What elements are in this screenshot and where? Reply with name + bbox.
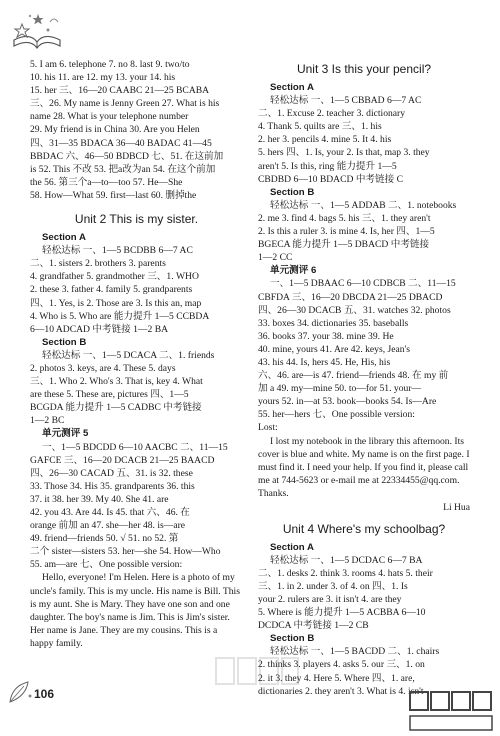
answer-line: 10. his 11. are 12. my 13. your 14. his	[30, 72, 176, 84]
answer-line: 36. books 37. your 38. mine 39. He	[258, 330, 394, 342]
answer-line: 2. her 3. pencils 4. mine 5. It 4. his	[258, 134, 392, 146]
answer-line: 四、31—35 BDACA 36—40 BADAC 41—45	[30, 137, 212, 149]
answer-line: 四、26—30 DCACB 五、31. watches 32. photos	[258, 304, 451, 316]
answer-line: 15. her 三、16—20 CAABC 21—25 BCABA	[30, 85, 210, 97]
answer-line: 2. it 3. they 4. Here 5. Where 四、1. are,	[258, 672, 415, 684]
section-a-label: Section A	[270, 82, 314, 93]
answer-line: 二、1. Excuse 2. teacher 3. dictionary	[258, 108, 406, 120]
answer-line: 一、1—5 DBAAC 6—10 CDBCB 二、11—15	[270, 278, 456, 290]
answer-line: 轻松达标 一、1—5 BCDBB 6—7 AC	[42, 245, 193, 257]
answer-line: BCGDA 能力提升 1—5 CADBC 中考链接	[30, 402, 202, 414]
answer-line: is 52. This 不改 53. 把a改为an 54. 在这个前加	[30, 163, 216, 175]
answer-line: 4. Thank 5. quilts are 三、1. his	[258, 121, 382, 133]
answer-line: 5. Where is 能力提升 1—5 ACBBA 6—10	[258, 607, 426, 619]
section-a-label: Section A	[270, 541, 314, 553]
answer-line: 2. me 3. find 4. bags 5. his 三、1. they aren't	[258, 212, 431, 224]
answer-line: BBDAC 六、46—50 BDBCD 七、51. 在这前加	[30, 150, 224, 162]
answer-line: 43. his 44. Is, hers 45. He, His, his	[258, 356, 391, 368]
answer-line: 轻松达标 一、1—5 BACDD 二、1. chairs	[270, 646, 440, 658]
leaf-decoration-icon	[6, 676, 36, 706]
section-b-label: Section B	[42, 336, 87, 348]
answer-line: 二个 sister—sisters 53. her—she 54. How—Who	[30, 546, 221, 558]
signature: Li Hua	[443, 501, 470, 513]
answer-line: 40. mine, yours 41. Are 42. keys, Jean's	[258, 343, 411, 355]
answer-line: CBDBD 6—10 BDACD 中考链接 C	[258, 173, 403, 185]
answer-line: 轻松达标 一、1—5 CBBAD 6—7 AC	[270, 95, 422, 107]
answer-line: aren't 5. Is this, ring 能力提升 1—5	[258, 160, 397, 172]
answer-line: are these 5. These are, pictures 四、1—5	[30, 389, 189, 401]
answer-line: 二、1. desks 2. think 3. rooms 4. hats 5. their	[258, 567, 433, 579]
answer-line: 4. grandfather 5. grandmother 三、1. WHO	[30, 271, 199, 283]
unit-4-title: Unit 4 Where's my schoolbag?	[282, 521, 446, 536]
unit-test-6-label: 单元测评 6	[270, 265, 317, 277]
answer-line: name 28. What is your telephone number	[30, 111, 189, 123]
answer-line: 四、1. Yes, is 2. Those are 3. Is this an, map	[30, 297, 202, 309]
answer-line: 二、1. sisters 2. brothers 3. parents	[30, 258, 166, 270]
answer-line: 55. her—hers 七、One possible version:	[258, 409, 415, 421]
unit-2-title: Unit 2 This is my sister.	[74, 212, 199, 227]
answer-line: 6—10 ADCAD 中考链接 1—2 BA	[30, 323, 169, 335]
answer-line: 5. hers 四、1. Is, your 2. Is that, map 3. they	[258, 147, 430, 159]
right-column	[258, 62, 470, 698]
section-b-label: Section B	[270, 633, 315, 645]
answer-line: 1—2 CC	[258, 252, 293, 264]
section-b-label: Section B	[270, 186, 315, 198]
answer-line: the 56. 第三个a—to—too 57. He—She	[30, 176, 183, 188]
answer-line: 轻松达标 一、1—5 DCDAC 6—7 BA	[270, 554, 423, 566]
answer-line: 58. How—What 59. first—last 60. 删掉the	[30, 189, 197, 201]
answer-line: 四、26—30 CACAD 五、31. is 32. these	[30, 467, 193, 479]
answer-line: 三、1. in 2. under 3. of 4. on 四、1. Is	[258, 580, 408, 592]
answer-line: CBFDA 三、16—20 DBCDA 21—25 DBACD	[258, 291, 443, 303]
answer-line: BGECA 能力提升 1—5 DBACD 中考链接	[258, 239, 430, 251]
answer-line: 2. these 3. father 4. family 5. grandparents	[30, 284, 193, 296]
answer-line: 三、26. My name is Jenny Green 27. What is his	[30, 98, 220, 110]
answer-line: 4. Who is 5. Who are 能力提升 1—5 CCBDA	[30, 310, 210, 322]
answer-line: 1—2 BC	[30, 415, 65, 427]
answer-line: yours 52. in—at 53. book—books 54. Is—Are	[258, 396, 437, 408]
answer-line: DCDCA 中考链接 1—2 CB	[258, 620, 369, 632]
answer-line: your 2. rulers are 3. it isn't 4. are they	[258, 594, 402, 606]
answer-line: 29. My friend is in China 30. Are you Helen	[30, 124, 200, 136]
answer-line: 一、1—5 BDCDD 6—10 AACBC 二、11—15	[42, 441, 228, 453]
answer-line: 轻松达标 一、1—5 DCACA 二、1. friends	[42, 349, 215, 361]
answer-line: 33. Those 34. His 35. grandparents 36. this	[30, 480, 195, 492]
answer-line: 5. I am 6. telephone 7. no 8. last 9. two/to	[30, 59, 190, 70]
answer-line: 六、46. are—is 47. friend—friends 48. 在 my 前	[258, 370, 449, 382]
answer-line: 49. friend—friends 50. √ 51. no 52. 第	[30, 533, 179, 545]
answer-line: 2. Is this a ruler 3. is mine 4. Is, her 四、1—5	[258, 226, 435, 238]
answer-line: 轻松达标 一、1—5 ADDAB 二、1. notebooks	[270, 199, 457, 211]
left-column	[30, 58, 243, 651]
site-watermark-logo-icon	[408, 690, 494, 734]
answer-line: orange 前加 an 47. she—her 48. is—are	[30, 520, 186, 532]
book-star-logo-icon	[8, 6, 66, 52]
answer-line: 三、1. Who 2. Who's 3. That is, key 4. What	[30, 376, 203, 388]
section-a-label: Section A	[42, 232, 86, 244]
answer-line: 加 a 49. my—mine 50. to—for 51. your—	[258, 383, 422, 395]
unit-3-title: Unit 3 Is this your pencil?	[296, 62, 432, 76]
lost-notice-text: I lost my notebook in the library this afternoon. Its cover is blue and white. My name is on the first page. I must find it. I need your help. If you find it, please call me at 744-5623 or e-mail me at 22334455@qq.com. Thanks.	[258, 435, 470, 500]
answer-line: 2. photos 3. keys, are 4. These 5. days	[30, 362, 176, 374]
page-number: 106	[34, 687, 55, 701]
answer-line: 37. it 38. her 39. My 40. She 41. are	[30, 493, 169, 505]
answer-line: dictionaries 2. they aren't 3. What is 4. isn't	[258, 685, 424, 697]
answer-line: 55. am—are 七、One possible version:	[30, 559, 183, 571]
answer-line: 42. you 43. Are 44. Is 45. that 六、46. 在	[30, 507, 190, 518]
lost-label: Lost:	[258, 422, 278, 434]
answer-line: 2. thinks 3. players 4. asks 5. our 三、1. on	[258, 659, 425, 671]
unit-test-5-label: 单元测评 5	[42, 428, 89, 440]
sample-essay: Hello, everyone! I'm Helen. Here is a photo of my uncle's family. This is my uncle. His name is Bill. This is my aunt. She is Mary. They have one son and one daughter. The boy's name is Jim. This is Jim's sister. Her name is Jane. They are my cousins. This is a happy family.	[30, 572, 240, 650]
answer-line: GAFCE 三、16—20 DCACB 21—25 BAACD	[30, 454, 215, 466]
answer-line: 33. boxes 34. dictionaries 35. baseballs	[258, 317, 409, 329]
faint-watermark-icon	[212, 652, 302, 692]
